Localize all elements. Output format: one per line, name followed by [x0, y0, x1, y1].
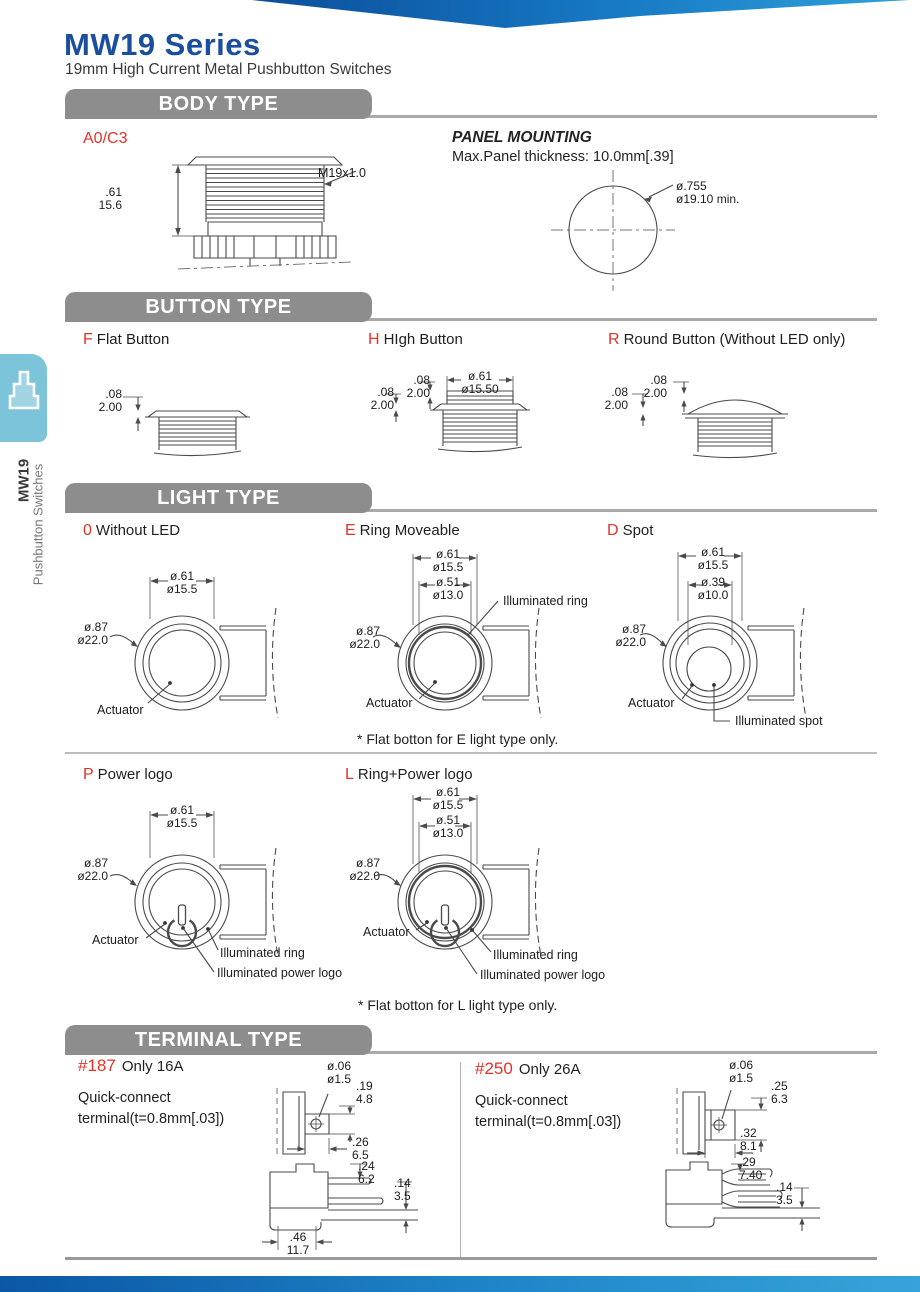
page-subtitle: 19mm High Current Metal Pushbutton Switches: [65, 61, 392, 78]
dim-label: [336, 857, 380, 883]
variant-code: F: [83, 331, 93, 348]
variant-name: Power logo: [97, 766, 173, 783]
dim-mm: ø15.50: [461, 381, 499, 396]
section-header-button-type: BUTTON TYPE: [65, 292, 372, 322]
sidebar-category-label: Pushbutton Switches: [30, 463, 46, 586]
dim-mm: ø15.5: [432, 797, 464, 812]
variant-name: Round Button (Without LED only): [623, 331, 846, 348]
terminal-rating: Only 16A: [121, 1058, 184, 1075]
dim-mm: 6.5: [352, 1147, 369, 1162]
illuminated-spot-label: Illuminated spot: [735, 714, 823, 728]
dim-inch: .08: [377, 385, 394, 399]
variant-code: D: [607, 522, 619, 539]
dim-label: [418, 548, 478, 574]
dim-mm: 4.8: [356, 1091, 373, 1106]
dim-mm: 2.00: [406, 385, 430, 400]
dim-inch: ø.87: [355, 856, 380, 870]
dim-label: [327, 1060, 351, 1086]
dim-inch: .08: [650, 373, 667, 387]
dim-inch: ø.87: [621, 622, 646, 636]
flat-button-drawing: [95, 368, 305, 460]
variant-name: Ring+Power logo: [357, 766, 473, 783]
dim-mm: ø22.0: [615, 634, 646, 649]
dim-mm: ø22.0: [349, 868, 380, 883]
terminal-code: #250: [475, 1059, 513, 1078]
dim-inch: ø.51: [435, 813, 460, 827]
dim-mm: 11.7: [286, 1242, 310, 1257]
dim-mm: 7.40: [739, 1167, 763, 1182]
variant-250: [475, 1059, 581, 1079]
dim-label: [594, 386, 628, 412]
row-divider: [65, 752, 877, 754]
desc-line: Quick-connect: [475, 1093, 568, 1109]
dim-label: [418, 576, 478, 602]
dim-inch: ø.87: [83, 856, 108, 870]
dim-inch: ø.61: [435, 785, 460, 799]
dim-label: [683, 546, 743, 572]
dim-mm: ø1.5: [729, 1070, 754, 1085]
dim-mm: ø13.0: [432, 825, 464, 840]
dim-label: [771, 1080, 788, 1106]
dim-inch: .19: [356, 1079, 373, 1093]
dim-inch: .46: [289, 1230, 307, 1244]
dim-inch: .08: [611, 385, 628, 399]
dim-inch: ø.61: [467, 369, 492, 383]
banner-graphic: [0, 0, 920, 30]
dim-label: [729, 1059, 753, 1085]
illuminated-ring-label: Illuminated ring: [503, 594, 588, 608]
panel-mounting-title: PANEL MOUNTING: [452, 129, 592, 146]
dim-mm: ø13.0: [432, 587, 464, 602]
variant-code: 0: [83, 522, 92, 539]
dim-inch: ø.06: [729, 1058, 754, 1072]
dim-inch: ø.755: [676, 179, 707, 193]
dim-label: [396, 374, 430, 400]
dim-mm: 8.1: [740, 1138, 757, 1153]
terminal-desc-187: [78, 1088, 224, 1130]
section-header-body-type: BODY TYPE: [65, 89, 372, 119]
variant-code: P: [83, 766, 94, 783]
dim-mm: 6.3: [771, 1091, 788, 1106]
panel-mounting-subtitle: Max.Panel thickness: 10.0mm[.39]: [452, 149, 674, 165]
desc-line: terminal(t=0.8mm[.03]): [475, 1114, 622, 1131]
section-bottom-border: [65, 1257, 877, 1260]
variant-flat-button: [83, 331, 169, 349]
dim-inch: .08: [413, 373, 430, 387]
dim-mm: ø15.5: [697, 557, 729, 572]
dim-label: [272, 1231, 324, 1257]
dim-mm: 2.00: [643, 385, 667, 400]
thread-label: M19x1.0: [318, 166, 366, 180]
dim-label: [602, 623, 646, 649]
dim-inch: ø.87: [83, 620, 108, 634]
dim-label: [152, 804, 212, 830]
dim-inch: .61: [105, 185, 122, 199]
dim-label: [676, 180, 739, 206]
panel-hole-drawing: [545, 158, 885, 295]
dim-inch: ø.39: [700, 575, 725, 589]
sidebar-series-label: MW19: [15, 458, 33, 503]
dim-mm: ø1.5: [327, 1071, 352, 1086]
footer-bar: [0, 1276, 920, 1292]
terminal-rating: Only 26A: [518, 1061, 581, 1078]
body-variant-code: A0/C3: [83, 130, 128, 147]
section-header-light-type: LIGHT TYPE: [65, 483, 372, 513]
variant-code: L: [345, 766, 354, 783]
dim-mm: 2.00: [370, 397, 394, 412]
variant-name: Flat Button: [96, 331, 170, 348]
banner-shape: [252, 0, 910, 28]
dim-mm: 2.00: [98, 399, 122, 414]
dim-mm: 15.6: [98, 197, 122, 212]
actuator-label: Actuator: [628, 696, 675, 710]
dim-inch: ø.61: [700, 545, 725, 559]
dim-label: [418, 814, 478, 840]
dim-mm: 6.2: [358, 1171, 375, 1186]
pushbutton-icon: [8, 370, 40, 426]
dim-label: [356, 1080, 373, 1106]
dim-label: [418, 786, 478, 812]
dim-label: [394, 1177, 411, 1203]
dim-inch: .14: [776, 1180, 793, 1194]
variant-code: E: [345, 522, 356, 539]
dim-label: [86, 388, 122, 414]
dim-mm: 2.00: [604, 397, 628, 412]
dim-inch: .24: [358, 1159, 375, 1173]
desc-line: Quick-connect: [78, 1090, 171, 1106]
section-header-terminal-type: TERMINAL TYPE: [65, 1025, 372, 1055]
actuator-label: Actuator: [363, 925, 410, 939]
desc-line: terminal(t=0.8mm[.03]): [78, 1111, 225, 1128]
dim-label: [633, 374, 667, 400]
dim-mm: 3.5: [394, 1188, 411, 1203]
variant-name: Spot: [622, 522, 654, 539]
dim-mm: ø10.0: [697, 587, 729, 602]
sidebar-series-tab: [0, 354, 47, 442]
terminal-code: #187: [78, 1056, 116, 1075]
dim-inch: .25: [771, 1079, 788, 1093]
dim-inch: ø.87: [355, 624, 380, 638]
dim-inch: ø.51: [435, 575, 460, 589]
dim-mm: ø15.5: [432, 559, 464, 574]
dim-inch: .29: [739, 1155, 756, 1169]
variant-round-button: [608, 331, 845, 349]
variant-high-button: [368, 331, 463, 349]
dim-mm: ø19.10 min.: [676, 191, 740, 206]
dim-inch: .32: [740, 1126, 757, 1140]
dim-label: [82, 186, 122, 212]
dim-label: [683, 576, 743, 602]
illuminated-power-logo-label: Illuminated power logo: [480, 968, 606, 982]
illuminated-ring-label: Illuminated ring: [493, 948, 578, 962]
dim-label: [444, 370, 516, 396]
variant-name: HIgh Button: [383, 331, 463, 348]
dim-label: [739, 1156, 762, 1182]
note-l-light: * Flat botton for L light type only.: [358, 997, 558, 1013]
dim-label: [358, 1160, 375, 1186]
dim-inch: ø.61: [435, 547, 460, 561]
dim-inch: ø.61: [169, 803, 194, 817]
dim-mm: 3.5: [776, 1192, 793, 1207]
dim-label: [740, 1127, 757, 1153]
variant-code: H: [368, 331, 380, 348]
terminal-desc-250: [475, 1091, 621, 1133]
actuator-label: Actuator: [92, 933, 139, 947]
dim-inch: ø.06: [327, 1059, 352, 1073]
dim-label: [152, 570, 212, 596]
dim-label: [336, 625, 380, 651]
dim-label: [64, 621, 108, 647]
dim-mm: ø22.0: [77, 632, 108, 647]
dim-label: [776, 1181, 793, 1207]
dim-inch: .08: [105, 387, 122, 401]
dim-inch: .14: [394, 1176, 411, 1190]
dim-inch: .26: [352, 1135, 369, 1149]
terminal-column-divider: [460, 1062, 461, 1258]
variant-name: Without LED: [95, 522, 181, 539]
note-e-light: * Flat botton for E light type only.: [357, 731, 559, 747]
actuator-label: Actuator: [97, 703, 144, 717]
dim-mm: ø22.0: [77, 868, 108, 883]
dim-mm: ø15.5: [166, 581, 198, 596]
illuminated-power-logo-label: Illuminated power logo: [217, 966, 343, 980]
dim-label: [64, 857, 108, 883]
illuminated-ring-label: Illuminated ring: [220, 946, 305, 960]
variant-187: [78, 1056, 184, 1076]
dim-mm: ø22.0: [349, 636, 380, 651]
actuator-label: Actuator: [366, 696, 413, 710]
dim-mm: ø15.5: [166, 815, 198, 830]
variant-name: Ring Moveable: [359, 522, 460, 539]
round-button-drawing: [610, 352, 840, 464]
dim-label: [360, 386, 394, 412]
variant-code: R: [608, 331, 620, 348]
page-title: MW19 Series: [64, 27, 261, 62]
dim-inch: ø.61: [169, 569, 194, 583]
